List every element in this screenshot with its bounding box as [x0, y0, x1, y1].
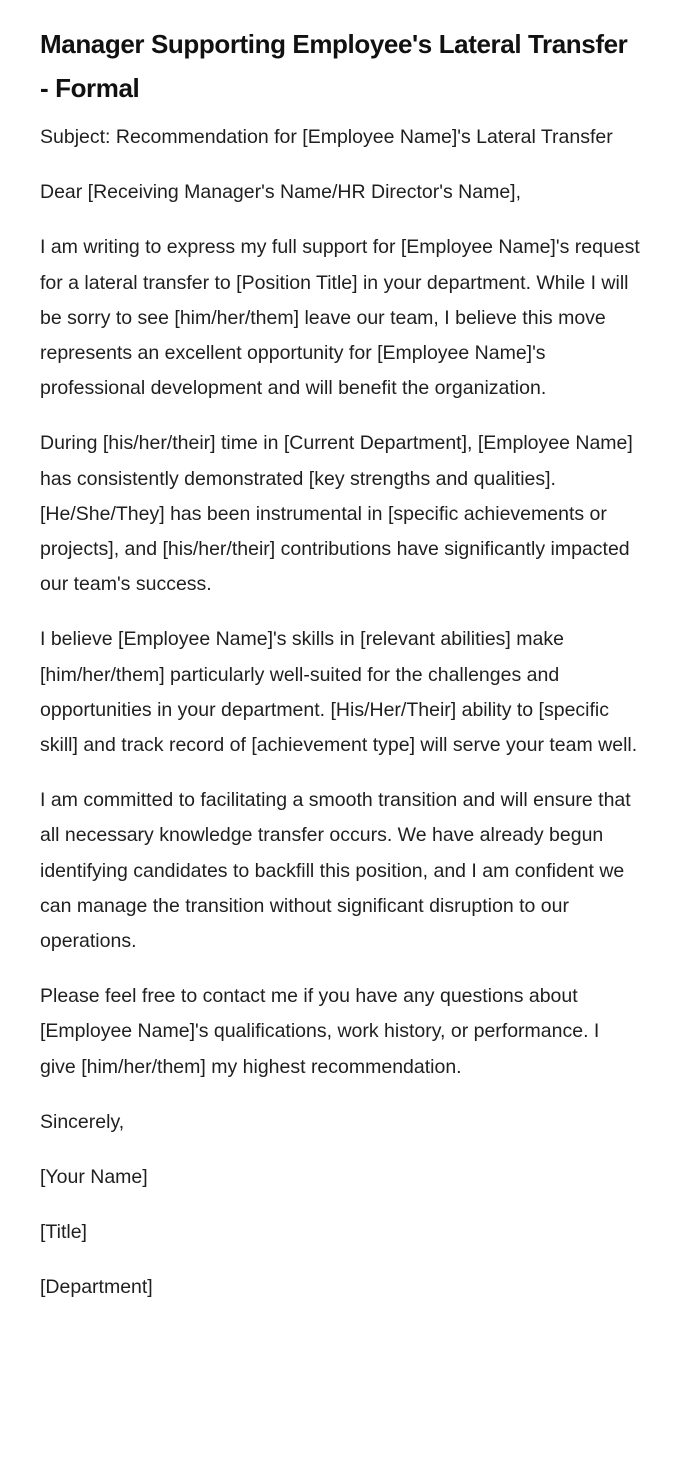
closing: Sincerely, — [40, 1110, 125, 1133]
signature-name: [Your Name] — [40, 1166, 148, 1189]
body-paragraph-1: I am writing to express my full support for [Employee Name]'s request for a lateral transfer to [Position Title] in your department. While I will be sorry to see [him/her/them] leave our team, I believe this move represents an excellent opportunity for [Employee Name]'s professional development and will benefit the organization. — [40, 236, 640, 400]
salutation: Dear [Receiving Manager's Name/HR Director's Name], — [40, 181, 522, 204]
subject-line: Subject: Recommendation for [Employee Name]'s Lateral Transfer — [40, 126, 613, 148]
signature-department: [Department] — [40, 1276, 153, 1299]
body-paragraph-4: I am committed to facilitating a smooth transition and will ensure that all necessary knowledge transfer occurs. We have already begun identifying candidates to backfill this position, and I am confident we can manage the transition without significant disruption to our operations. — [40, 789, 631, 953]
document-title: Manager Supporting Employee's Lateral Transfer - Formal — [40, 29, 628, 103]
body-paragraph-2: During [his/her/their] time in [Current Department], [Employee Name] has consistently demonstrated [key strengths and qualities]. [He/She/They] has been instrumental in [specific achievements or projects], and [his/her/their] contributions have significantly impacted our team's success. — [40, 432, 633, 596]
body-paragraph-5: Please feel free to contact me if you have any questions about [Employee Name]'s qualifications, work history, or performance. I give [him/her/them] my highest recommendation. — [40, 985, 600, 1078]
body-paragraph-3: I believe [Employee Name]'s skills in [relevant abilities] make [him/her/them] particularly well-suited for the challenges and opportunities in your department. [His/Her/Their] ability to [specific skill] and track record of [achievement type] will serve your team well. — [40, 628, 638, 757]
signature-title: [Title] — [40, 1221, 87, 1244]
